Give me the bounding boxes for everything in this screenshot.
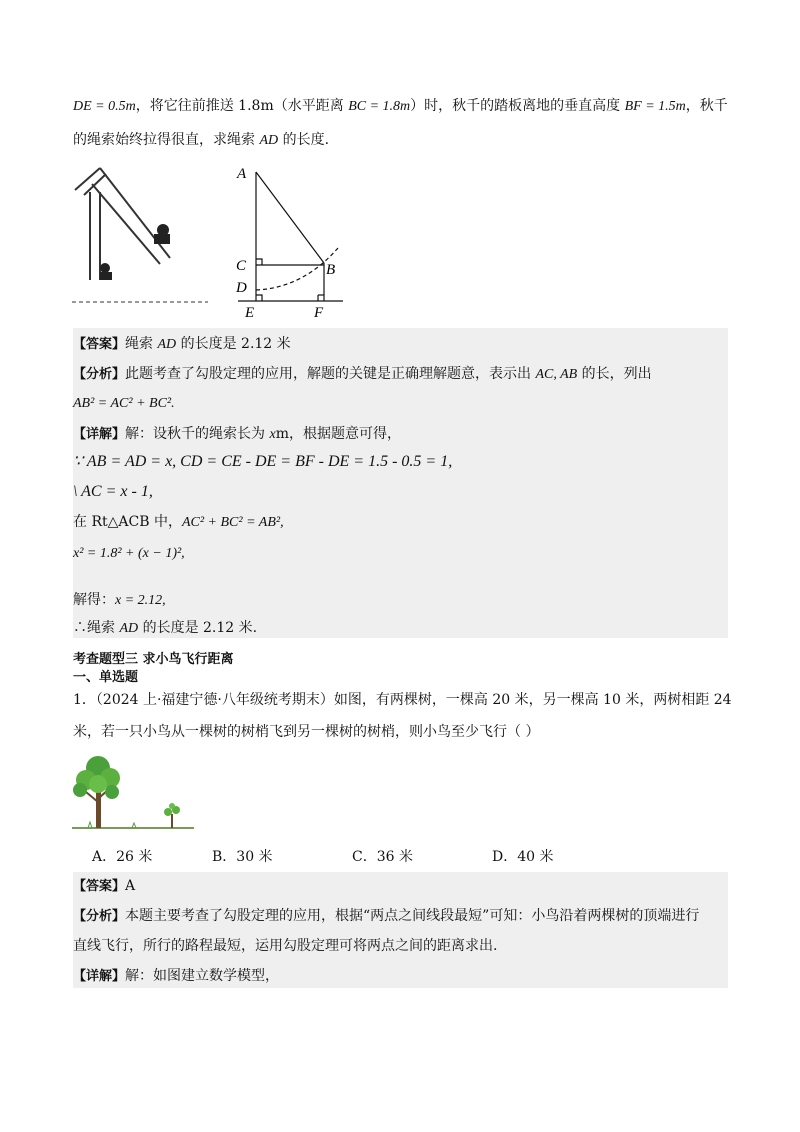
option-b[interactable]: B．30 米 (212, 849, 273, 865)
option-a[interactable]: A．26 米 (92, 849, 153, 865)
question-bird-line1: 1．（2024 上·福建宁德·八年级统考期末）如图，有两棵树，一棵高 20 米，另一棵高 10 米，两树相距 24 (73, 692, 732, 708)
label-A: A (237, 166, 247, 182)
detail-line-3: \ AC = x - 1, (73, 483, 153, 500)
trees-illustration (72, 750, 197, 832)
geometry-figure (228, 160, 348, 320)
answer-line-1: 【答案】绳索 AD 的长度是 2.12 米 (73, 336, 291, 352)
detail-line-6: 解得：x = 2.12, (73, 592, 166, 608)
detail-line-2: ∵ AB = AD = x, CD = CE - DE = BF - DE = 1.5 - 0.5 = 1, (73, 453, 453, 470)
label-C: C (236, 258, 247, 274)
analysis-line-1: 【分析】此题考查了勾股定理的应用，解题的关键是正确理解题意，表示出 AC, AB 的长，列出 (73, 366, 652, 382)
analysis-line-2b: 直线飞行，所行的路程最短，运用勾股定理可将两点之间的距离求出. (73, 938, 498, 954)
question-swing-line1: DE = 0.5m，将它往前推送 1.8m（水平距离 BC = 1.8m）时，秋千的踏板离地的垂直高度 BF = 1.5m，秋千 (73, 98, 728, 114)
analysis-equation-1: AB² = AC² + BC². (73, 396, 175, 411)
detail-line-4: 在 Rt△ACB 中，AC² + BC² = AB², (73, 514, 284, 530)
section-subtitle: 一、单选题 (73, 670, 139, 685)
label-E: E (245, 305, 255, 320)
option-c[interactable]: C．36 米 (352, 849, 413, 865)
detail-line-1: 【详解】解：设秋千的绳索长为 xm，根据题意可得， (73, 426, 401, 442)
detail-line-5: x² = 1.8² + (x − 1)², (73, 546, 185, 561)
option-d[interactable]: D．40 米 (492, 849, 554, 865)
question-swing-line2: 的绳索始终拉得很直，求绳索 AD 的长度. (73, 132, 330, 148)
label-D: D (236, 280, 247, 296)
section-title: 考查题型三 求小鸟飞行距离 (73, 652, 234, 667)
detail-line-7: ∴绳索 AD 的长度是 2.12 米. (73, 620, 258, 636)
question-bird-line2: 米，若一只小鸟从一棵树的树梢飞到另一棵树的树梢，则小鸟至少飞行（ ） (73, 724, 540, 740)
detail-line-2a: 【详解】解：如图建立数学模型， (73, 968, 280, 984)
analysis-line-2a: 【分析】本题主要考查了勾股定理的应用，根据“两点之间线段最短”可知：小鸟沿着两棵树的顶端进行 (73, 908, 700, 924)
line-AB (256, 172, 324, 263)
swing-illustration (70, 160, 210, 308)
answer-line-2: 【答案】A (73, 878, 136, 894)
label-B: B (326, 262, 336, 278)
label-F: F (314, 305, 324, 320)
